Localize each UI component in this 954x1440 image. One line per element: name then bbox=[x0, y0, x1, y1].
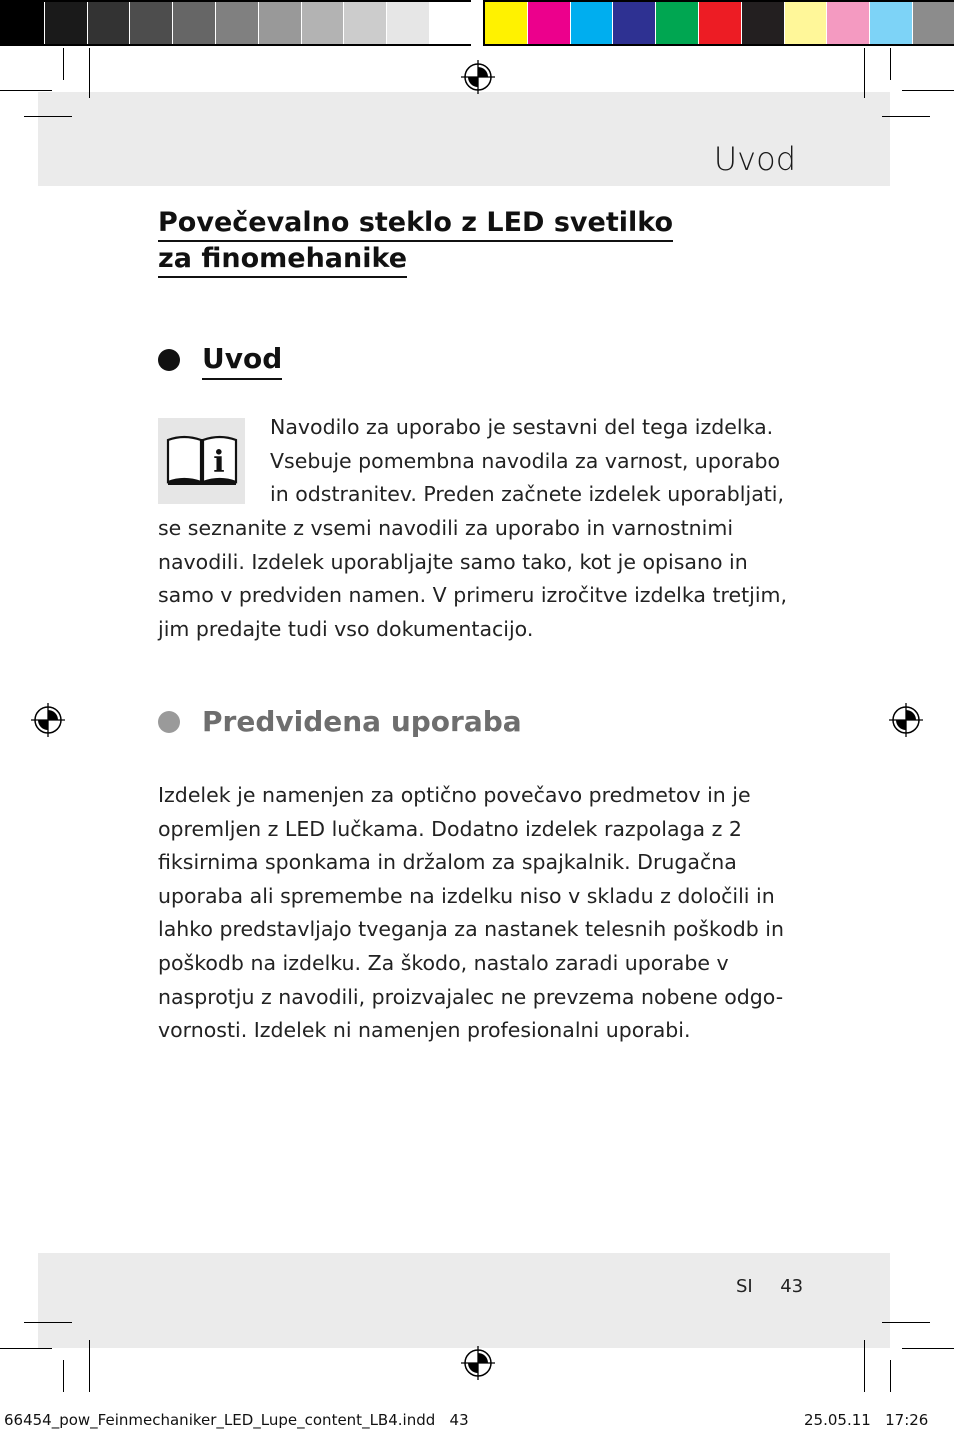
text-line: Vsebuje pomembna navodila za varnost, uporabo bbox=[270, 448, 781, 473]
page-header-title: Uvod bbox=[713, 140, 796, 178]
color-swatch bbox=[827, 2, 869, 44]
book-info-icon bbox=[158, 418, 245, 504]
bullet-icon bbox=[158, 711, 180, 733]
color-swatch bbox=[870, 2, 912, 44]
crop-mark bbox=[89, 48, 90, 98]
section-uvod-text bbox=[158, 512, 787, 646]
text-line: nasprotju z navodili, proizvajalec ne prevzema nobene odgo- bbox=[158, 984, 784, 1009]
slug-date bbox=[804, 1411, 928, 1429]
crop-mark bbox=[0, 1348, 52, 1349]
footer-band bbox=[38, 1253, 890, 1348]
color-swatch bbox=[613, 2, 655, 44]
crop-mark bbox=[902, 1348, 954, 1349]
color-swatch bbox=[485, 2, 527, 44]
text-line: uporaba ali spremembe na izdelku niso v skladu z določili in bbox=[158, 883, 775, 908]
text-line: se seznanite z vsemi navodili za uporabo in varnostnimi bbox=[158, 516, 734, 540]
section-heading-predvidena-uporaba bbox=[158, 705, 522, 738]
color-swatch bbox=[699, 2, 741, 44]
registration-mark-icon bbox=[461, 1346, 495, 1380]
text-line: fiksirnima sponkama in držalom za spajkalnik. Drugačna bbox=[158, 850, 737, 875]
page-number: 43 bbox=[780, 1276, 804, 1297]
crop-mark bbox=[890, 48, 891, 80]
color-swatch bbox=[528, 2, 570, 44]
document-title-line2: za finomehanike bbox=[158, 242, 407, 278]
section-predvidena-uporaba-text bbox=[158, 779, 784, 1048]
crop-mark bbox=[0, 90, 52, 91]
section-uvod-wrapped-text bbox=[270, 411, 784, 512]
slug-filename: 66454_pow_Feinmechaniker_LED_Lupe_content_LB4.indd 43 bbox=[4, 1411, 469, 1429]
crop-mark bbox=[890, 1360, 891, 1392]
gray-swatch bbox=[173, 2, 215, 44]
gray-swatch bbox=[344, 2, 386, 44]
text-line: opremljen z LED lučkama. Dodatno izdelek razpolaga z 2 bbox=[158, 816, 742, 841]
crop-mark bbox=[89, 1340, 90, 1392]
language-code: SI bbox=[736, 1276, 753, 1297]
slug-time: 17:26 bbox=[885, 1411, 929, 1429]
crop-mark bbox=[902, 90, 954, 91]
color-swatch bbox=[571, 2, 613, 44]
slug-date-value: 25.05.11 bbox=[804, 1411, 871, 1429]
document-title-line1: Povečevalno steklo z LED svetilko bbox=[158, 206, 673, 242]
gray-swatch bbox=[45, 2, 87, 44]
bullet-icon bbox=[158, 349, 180, 371]
color-swatch bbox=[785, 2, 827, 44]
text-line: Izdelek je namenjen za optično povečavo predmetov in je bbox=[158, 783, 751, 807]
section-heading-text: Predvidena uporaba bbox=[202, 705, 522, 738]
gray-swatch bbox=[2, 2, 44, 44]
color-swatch bbox=[656, 2, 698, 44]
gray-swatch bbox=[430, 2, 472, 44]
color-swatch bbox=[913, 2, 954, 44]
gray-swatch bbox=[259, 2, 301, 44]
crop-mark bbox=[63, 48, 64, 80]
color-swatch bbox=[742, 2, 784, 44]
gray-swatch bbox=[88, 2, 130, 44]
crop-mark bbox=[63, 1360, 64, 1392]
registration-mark-icon bbox=[31, 703, 65, 737]
text-line: navodili. Izdelek uporabljajte samo tako, kot je opisano in bbox=[158, 549, 748, 574]
section-heading-text: Uvod bbox=[202, 340, 282, 380]
registration-mark-icon bbox=[461, 60, 495, 94]
text-line: poškodb na izdelku. Za škodo, nastalo zaradi uporabe v bbox=[158, 950, 729, 975]
gray-swatch bbox=[387, 2, 429, 44]
crop-mark bbox=[864, 48, 865, 98]
text-line: samo v predviden namen. V primeru izročitve izdelka tretjim, bbox=[158, 583, 788, 608]
text-line: vornosti. Izdelek ni namenjen profesionalni uporabi. bbox=[158, 1018, 691, 1043]
gray-swatch bbox=[302, 2, 344, 44]
page-footer bbox=[736, 1276, 803, 1297]
svg-text:i: i bbox=[213, 445, 225, 480]
crop-mark bbox=[882, 116, 930, 117]
text-line: jim predajte tudi vso dokumentacijo. bbox=[158, 616, 534, 641]
crop-mark bbox=[24, 1322, 72, 1323]
crop-mark bbox=[24, 116, 72, 117]
crop-mark bbox=[882, 1322, 930, 1323]
registration-mark-icon bbox=[889, 703, 923, 737]
crop-mark bbox=[864, 1340, 865, 1392]
document-title bbox=[158, 206, 758, 278]
section-heading-uvod bbox=[158, 340, 282, 380]
text-line: Navodilo za uporabo je sestavni del tega izdelka. bbox=[270, 415, 774, 439]
text-line: lahko predstavljajo tveganja za nastanek telesnih poškodb in bbox=[158, 917, 784, 942]
gray-swatch bbox=[216, 2, 258, 44]
text-line: in odstranitev. Preden začnete izdelek uporabljati, bbox=[270, 482, 785, 507]
gray-swatch bbox=[130, 2, 172, 44]
